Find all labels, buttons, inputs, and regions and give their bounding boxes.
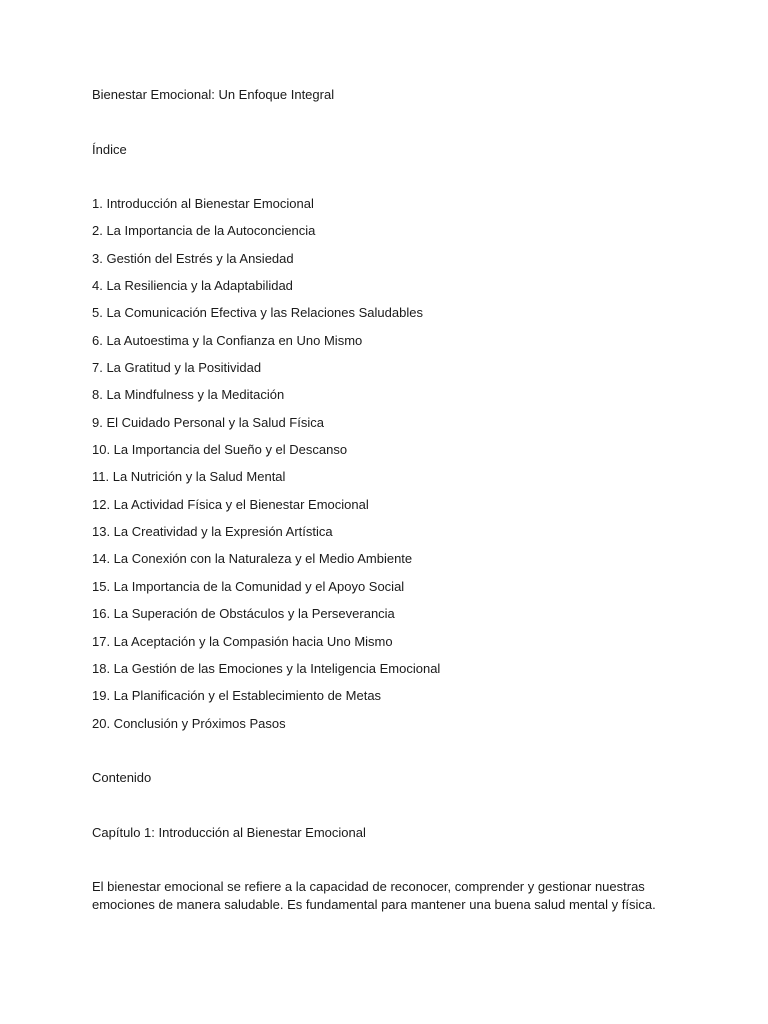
- toc-item: 15. La Importancia de la Comunidad y el Apoyo Social: [92, 578, 405, 594]
- toc-item: 14. La Conexión con la Naturaleza y el Medio Ambiente: [92, 551, 413, 567]
- table-of-contents: [92, 194, 692, 741]
- document-page: [92, 85, 692, 927]
- toc-item: 7. La Gratitud y la Positividad: [92, 360, 262, 376]
- body-paragraph: El bienestar emocional se refiere a la capacidad de reconocer, comprender y gestionar nuestras emociones de manera saludable. Es fundamental para mantener una buena salud mental y física.: [92, 878, 656, 912]
- toc-item: 16. La Superación de Obstáculos y la Perseverancia: [92, 606, 395, 622]
- toc-item: 17. La Aceptación y la Compasión hacia Uno Mismo: [92, 633, 393, 649]
- toc-item: 9. El Cuidado Personal y la Salud Física: [92, 414, 324, 430]
- toc-item: 3. Gestión del Estrés y la Ansiedad: [92, 250, 294, 266]
- toc-item: 8. La Mindfulness y la Meditación: [92, 387, 285, 403]
- content-heading: Contenido: [92, 769, 152, 785]
- chapter-heading: Capítulo 1: Introducción al Bienestar Emocional: [92, 824, 366, 840]
- toc-item: 19. La Planificación y el Establecimiento de Metas: [92, 688, 382, 704]
- toc-item: 5. La Comunicación Efectiva y las Relaciones Saludables: [92, 305, 423, 321]
- toc-item: 18. La Gestión de las Emociones y la Inteligencia Emocional: [92, 660, 441, 676]
- toc-item: 20. Conclusión y Próximos Pasos: [92, 715, 286, 731]
- toc-item: 13. La Creatividad y la Expresión Artística: [92, 524, 333, 540]
- toc-item: 11. La Nutrición y la Salud Mental: [92, 469, 286, 485]
- toc-item: 10. La Importancia del Sueño y el Descanso: [92, 442, 348, 458]
- index-heading: Índice: [92, 142, 127, 157]
- toc-item: 4. La Resiliencia y la Adaptabilidad: [92, 278, 293, 294]
- toc-item: 2. La Importancia de la Autoconciencia: [92, 223, 316, 239]
- toc-item: 6. La Autoestima y la Confianza en Uno Mismo: [92, 332, 363, 348]
- toc-item: 12. La Actividad Física y el Bienestar Emocional: [92, 496, 369, 512]
- document-title: Bienestar Emocional: Un Enfoque Integral: [92, 87, 335, 102]
- toc-item: 1. Introducción al Bienestar Emocional: [92, 196, 314, 211]
